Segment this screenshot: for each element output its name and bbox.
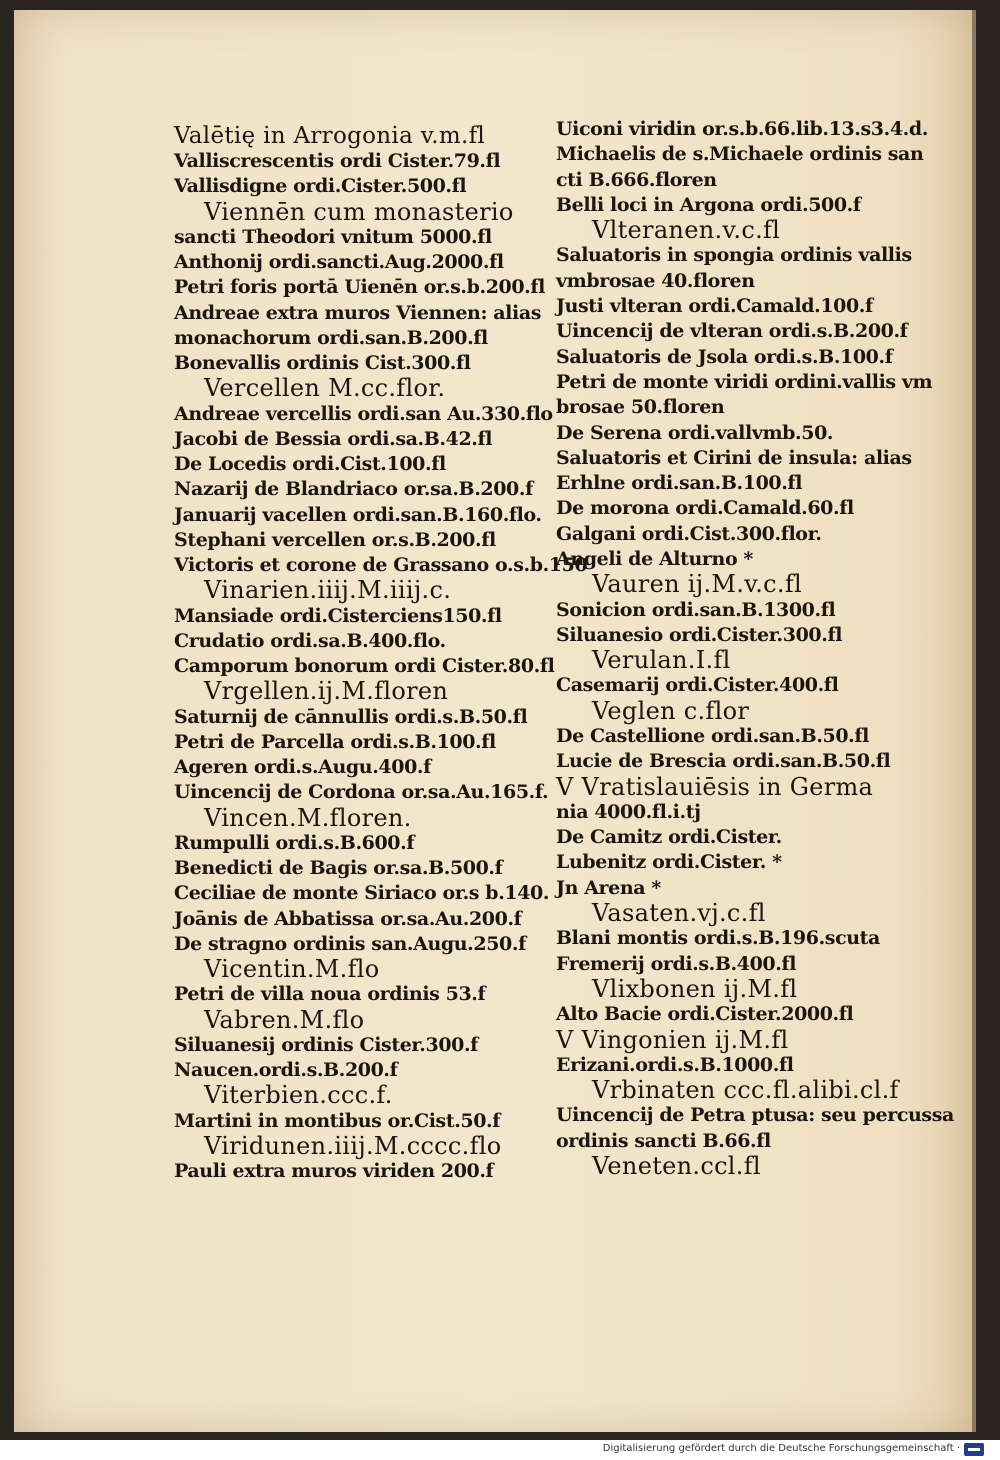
entry-line: Uincencij de vlteran ordi.s.B.200.f xyxy=(556,320,908,342)
entry-line: sancti Theodori vnitum 5000.fl xyxy=(174,226,492,248)
entry-line: Joānis de Abbatissa or.sa.Au.200.f xyxy=(174,908,522,930)
entry-line: Michaelis de s.Michaele ordinis san xyxy=(556,143,924,165)
entry-line: Petri foris portā Uienēn or.s.b.200.fl xyxy=(174,276,545,298)
entry-line: Nazarij de Blandriaco or.sa.B.200.f xyxy=(174,478,533,500)
diocese-heading: Vinarien.iiij.M.iiij.c. xyxy=(204,576,452,604)
entry-line: monachorum ordi.san.B.200.fl xyxy=(174,327,488,349)
entry-line: De Castellione ordi.san.B.50.fl xyxy=(556,725,869,747)
entry-line: Fremerij ordi.s.B.400.fl xyxy=(556,953,797,975)
entry-line: Valliscrescentis ordi Cister.79.fl xyxy=(174,150,501,172)
entry-line: brosae 50.floren xyxy=(556,396,725,418)
entry-line: Victoris et corone de Grassano o.s.b.150 xyxy=(174,554,588,576)
diocese-heading: Vincen.M.floren. xyxy=(204,804,412,832)
entry-line: Justi vlteran ordi.Camald.100.f xyxy=(556,295,873,317)
diocese-heading: Viterbien.ccc.f. xyxy=(204,1081,393,1109)
entry-line: Siluanesio ordi.Cister.300.fl xyxy=(556,624,843,646)
entry-line: Uincencij de Petra ptusa: seu percussa xyxy=(556,1104,954,1126)
entry-line: Angeli de Alturno * xyxy=(556,548,753,570)
diocese-heading: V Vingonien ij.M.fl xyxy=(556,1026,789,1054)
entry-line: Bonevallis ordinis Cist.300.fl xyxy=(174,352,471,374)
entry-line: Benedicti de Bagis or.sa.B.500.f xyxy=(174,857,503,879)
entry-line: Martini in montibus or.Cist.50.f xyxy=(174,1110,501,1132)
entry-line: Casemarij ordi.Cister.400.fl xyxy=(556,674,839,696)
entry-line: Sonicion ordi.san.B.1300.fl xyxy=(556,599,836,621)
entry-line: Saluatoris in spongia ordinis vallis xyxy=(556,244,912,266)
diocese-heading: Vercellen M.cc.flor. xyxy=(204,374,446,402)
diocese-heading: Veneten.ccl.fl xyxy=(592,1152,761,1180)
diocese-heading: Veglen c.flor xyxy=(592,697,750,725)
diocese-heading: Viennēn cum monasterio xyxy=(204,198,514,226)
entry-line: Mansiade ordi.Cisterciens150.fl xyxy=(174,605,502,627)
entry-line: Blani montis ordi.s.B.196.scuta xyxy=(556,927,880,949)
diocese-heading: Vauren ij.M.v.c.fl xyxy=(592,570,802,598)
entry-line: Januarij vacellen ordi.san.B.160.flo. xyxy=(174,504,542,526)
entry-line: De Serena ordi.vallvmb.50. xyxy=(556,422,834,444)
entry-line: Pauli extra muros viriden 200.f xyxy=(174,1160,494,1182)
entry-line: Petri de monte viridi ordini.vallis vm xyxy=(556,371,933,393)
entry-line: De stragno ordinis san.Augu.250.f xyxy=(174,933,526,955)
entry-line: Jn Arena * xyxy=(556,877,661,899)
diocese-heading: Vlteranen.v.c.fl xyxy=(592,216,781,244)
entry-line: Uiconi viridin or.s.b.66.lib.13.s3.4.d. xyxy=(556,118,928,140)
entry-line: Jacobi de Bessia ordi.sa.B.42.fl xyxy=(174,428,493,450)
entry-line: Naucen.ordi.s.B.200.f xyxy=(174,1059,398,1081)
entry-line: cti B.666.floren xyxy=(556,169,717,191)
entry-line: Belli loci in Argona ordi.500.f xyxy=(556,194,861,216)
entry-line: De Locedis ordi.Cist.100.fl xyxy=(174,453,446,475)
entry-line: Andreae vercellis ordi.san Au.330.flo xyxy=(174,403,553,425)
entry-line: Andreae extra muros Viennen: alias xyxy=(174,302,542,324)
entry-line: De morona ordi.Camald.60.fl xyxy=(556,497,854,519)
footer-credit: Digitalisierung gefördert durch die Deutsche Forschungsgemeinschaft · xyxy=(602,1443,960,1454)
diocese-heading: Viridunen.iiij.M.cccc.flo xyxy=(204,1132,502,1160)
entry-line: Saturnij de cānnullis ordi.s.B.50.fl xyxy=(174,706,528,728)
dfg-logo xyxy=(964,1443,984,1456)
entry-line: Saluatoris et Cirini de insula: alias xyxy=(556,447,912,469)
diocese-heading: Vrbinaten ccc.fl.alibi.cl.f xyxy=(592,1076,899,1104)
entry-line: nia 4000.fl.i.tj xyxy=(556,801,701,823)
diocese-heading: Valētię in Arrogonia v.m.fl xyxy=(174,123,486,149)
entry-line: ordinis sancti B.66.fl xyxy=(556,1130,771,1152)
entry-line: Crudatio ordi.sa.B.400.flo. xyxy=(174,630,446,652)
entry-line: Ceciliae de monte Siriaco or.s b.140. xyxy=(174,882,550,904)
entry-line: Petri de villa noua ordinis 53.f xyxy=(174,983,486,1005)
entry-line: vmbrosae 40.floren xyxy=(556,270,755,292)
entry-line: Galgani ordi.Cist.300.flor. xyxy=(556,523,822,545)
diocese-heading: Verulan.I.fl xyxy=(592,646,731,674)
entry-line: Ageren ordi.s.Augu.400.f xyxy=(174,756,431,778)
entry-line: Stephani vercellen or.s.B.200.fl xyxy=(174,529,496,551)
diocese-heading: V Vratislauiēsis in Germa xyxy=(556,773,874,801)
diocese-heading: Vabren.M.flo xyxy=(204,1006,365,1034)
entry-line: Alto Bacie ordi.Cister.2000.fl xyxy=(556,1003,854,1025)
entry-line: Erizani.ordi.s.B.1000.fl xyxy=(556,1054,794,1076)
book-page xyxy=(14,10,976,1432)
entry-line: Saluatoris de Jsola ordi.s.B.100.f xyxy=(556,346,893,368)
entry-line: Erhlne ordi.san.B.100.fl xyxy=(556,472,803,494)
footer-bar xyxy=(0,1440,1000,1460)
entry-line: Rumpulli ordi.s.B.600.f xyxy=(174,832,415,854)
diocese-heading: Vlixbonen ij.M.fl xyxy=(592,975,798,1003)
entry-line: De Camitz ordi.Cister. xyxy=(556,826,782,848)
entry-line: Siluanesij ordinis Cister.300.f xyxy=(174,1034,478,1056)
entry-line: Lucie de Brescia ordi.san.B.50.fl xyxy=(556,750,891,772)
diocese-heading: Vrgellen.ij.M.floren xyxy=(204,677,449,705)
entry-line: Vallisdigne ordi.Cister.500.fl xyxy=(174,175,467,197)
entry-line: Lubenitz ordi.Cister. * xyxy=(556,851,782,873)
entry-line: Petri de Parcella ordi.s.B.100.fl xyxy=(174,731,496,753)
diocese-heading: Vasaten.vj.c.fl xyxy=(592,899,766,927)
diocese-heading: Vicentin.M.flo xyxy=(204,955,380,983)
entry-line: Anthonij ordi.sancti.Aug.2000.fl xyxy=(174,251,504,273)
entry-line: Camporum bonorum ordi Cister.80.fl xyxy=(174,655,555,677)
entry-line: Uincencij de Cordona or.sa.Au.165.f. xyxy=(174,781,549,803)
